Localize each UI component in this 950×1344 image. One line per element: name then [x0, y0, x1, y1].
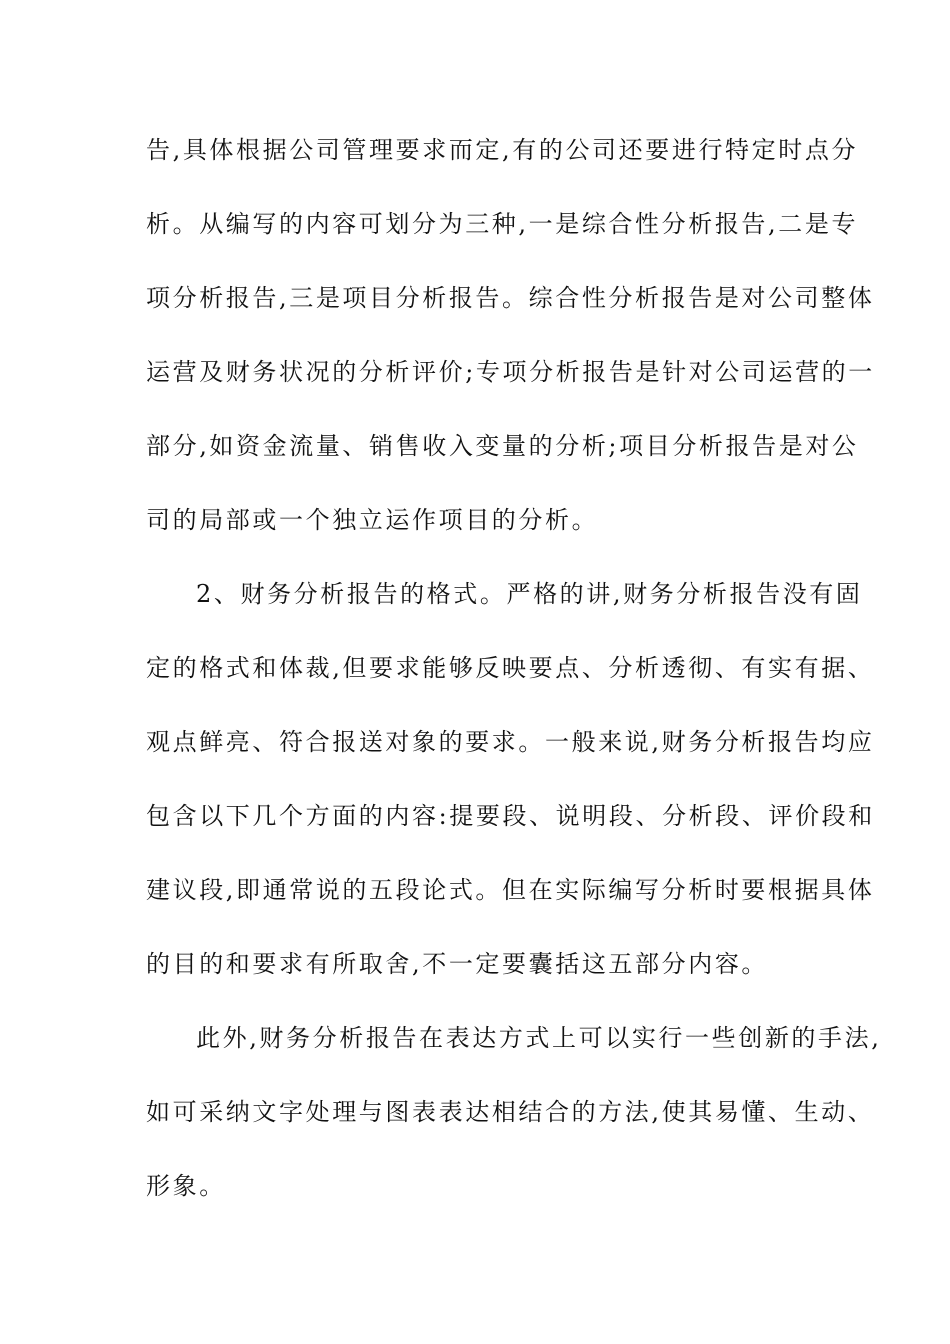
- text-line-15: 形象。: [146, 1172, 226, 1200]
- text-line-5: 部分,如资金流量、销售收入变量的分析;项目分析报告是对公: [146, 432, 859, 460]
- text-line-10: 包含以下几个方面的内容:提要段、说明段、分析段、评价段和: [146, 802, 875, 830]
- text-line-2: 析。从编写的内容可划分为三种,一是综合性分析报告,二是专: [146, 210, 859, 238]
- text-line-4: 运营及财务状况的分析评价;专项分析报告是针对公司运营的一: [146, 358, 875, 386]
- text-line-3: 项分析报告,三是项目分析报告。综合性分析报告是对公司整体: [146, 284, 875, 312]
- text-line-1: 告,具体根据公司管理要求而定,有的公司还要进行特定时点分: [146, 136, 859, 164]
- text-line-14: 如可采纳文字处理与图表表达相结合的方法,使其易懂、生动、: [146, 1098, 875, 1126]
- text-line-9: 观点鲜亮、符合报送对象的要求。一般来说,财务分析报告均应: [146, 728, 875, 756]
- text-line-6: 司的局部或一个独立运作项目的分析。: [146, 506, 599, 534]
- text-line-12: 的目的和要求有所取舍,不一定要囊括这五部分内容。: [146, 950, 769, 978]
- text-line-11: 建议段,即通常说的五段论式。但在实际编写分析时要根据具体: [146, 876, 875, 904]
- paragraph-2-first-line: 2、财务分析报告的格式。严格的讲,财务分析报告没有固: [196, 580, 863, 608]
- paragraph-3-first-line: 此外,财务分析报告在表达方式上可以实行一些创新的手法,: [196, 1024, 882, 1052]
- text-line-8: 定的格式和体裁,但要求能够反映要点、分析透彻、有实有据、: [146, 654, 875, 682]
